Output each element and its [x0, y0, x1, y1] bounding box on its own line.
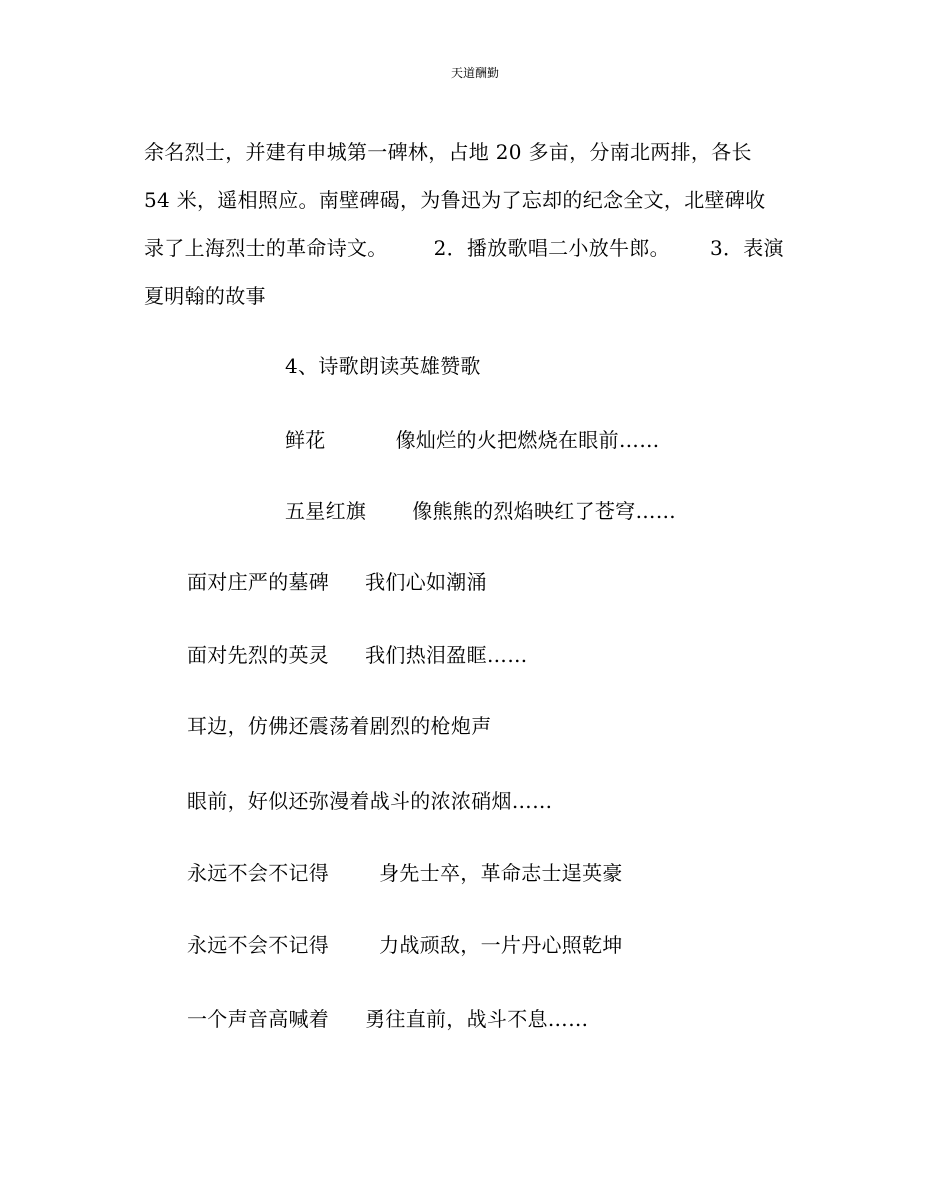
- poem-line-2-a: 五星红旗: [285, 499, 367, 523]
- body-paragraph: [144, 128, 814, 320]
- poem-line-1-b: 像灿烂的火把燃烧在眼前……: [395, 428, 660, 452]
- poem-line-9-b: 勇往直前，战斗不息……: [365, 1007, 589, 1031]
- poem-line-3-a: 面对庄严的墓碑: [187, 570, 330, 594]
- list-item-2: 2．播放歌唱二小放牛郎。: [433, 236, 670, 260]
- poem-heading: 4、诗歌朗读英雄赞歌: [285, 354, 481, 378]
- poem-line-2-b: 像熊熊的烈焰映红了苍穹……: [412, 499, 677, 523]
- poem-line-4: [187, 641, 528, 669]
- poem-line-2: [285, 497, 676, 525]
- poem-line-9: [187, 1005, 588, 1033]
- poem-line-5: 耳边，仿佛还震荡着剧烈的枪炮声: [187, 714, 492, 738]
- poem-line-7-a: 永远不会不记得: [187, 861, 330, 885]
- poem-line-8-b: 力战顽敌，一片丹心照乾坤: [379, 933, 623, 957]
- poem-line-3: [187, 568, 487, 596]
- paragraph-line-1: 余名烈士，并建有申城第一碑林，占地 20 多亩，分南北两排，各长: [144, 140, 752, 164]
- poem-line-8-a: 永远不会不记得: [187, 933, 330, 957]
- paragraph-line-3-text: 录了上海烈士的革命诗文。: [144, 236, 388, 260]
- poem-line-7: [187, 859, 623, 887]
- poem-line-4-a: 面对先烈的英灵: [187, 643, 330, 667]
- poem-line-3-b: 我们心如潮涌: [365, 570, 487, 594]
- list-item-3: 3．表演: [709, 236, 784, 260]
- poem-line-1: [285, 426, 660, 454]
- poem-line-1-a: 鲜花: [285, 428, 326, 452]
- poem-line-4-b: 我们热泪盈眶……: [365, 643, 528, 667]
- poem-line-6: 眼前，好似还弥漫着战斗的浓浓硝烟……: [187, 789, 553, 813]
- page-header: 天道酬勤: [450, 66, 499, 80]
- poem-line-9-a: 一个声音高喊着: [187, 1007, 330, 1031]
- paragraph-line-3: [144, 224, 814, 272]
- paragraph-line-2: 54 米，遥相照应。南壁碑碣，为鲁迅为了忘却的纪念全文，北壁碑收: [144, 188, 766, 212]
- paragraph-line-4: 夏明翰的故事: [144, 284, 266, 308]
- poem-line-7-b: 身先士卒，革命志士逞英豪: [379, 861, 623, 885]
- poem-line-8: [187, 931, 623, 959]
